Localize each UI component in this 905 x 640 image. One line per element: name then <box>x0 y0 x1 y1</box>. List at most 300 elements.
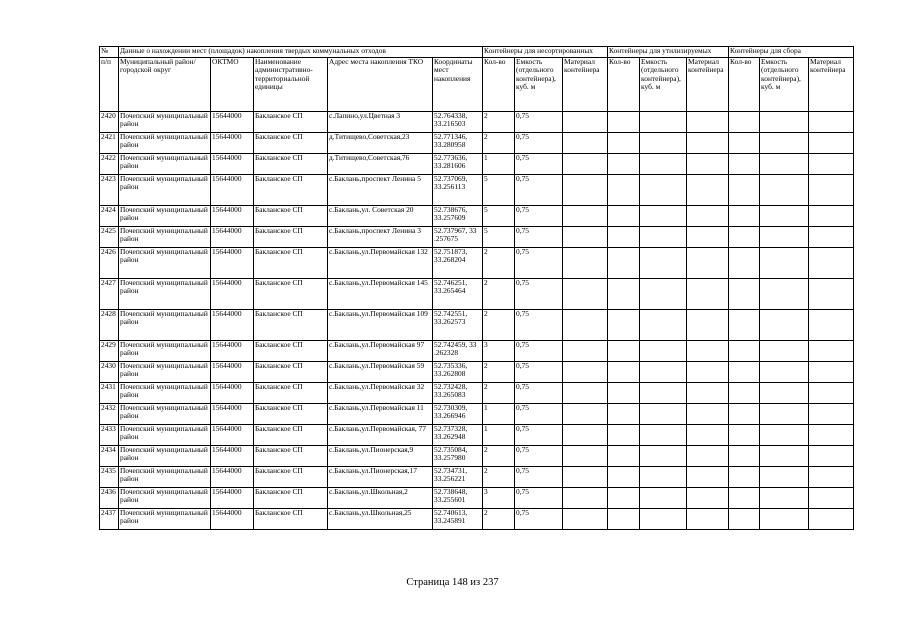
coords-cell: 52.738676, 33.257609 <box>433 206 483 227</box>
empty-cell <box>760 467 809 488</box>
count-cell: 2 <box>483 467 515 488</box>
empty-cell <box>760 509 809 530</box>
oktmo-cell: 15644000 <box>211 446 254 467</box>
admin-unit-cell: Бакланское СП <box>254 112 328 133</box>
capacity-cell: 0,75 <box>515 467 563 488</box>
row-number: 2434 <box>100 446 119 467</box>
coords-cell: 52.735084, 33.257980 <box>433 446 483 467</box>
empty-cell <box>608 383 640 404</box>
empty-cell <box>687 175 729 206</box>
address-cell: с.Баклань,ул.Школьная,25 <box>328 509 433 530</box>
empty-cell <box>563 154 608 175</box>
empty-cell <box>640 383 687 404</box>
empty-cell <box>640 446 687 467</box>
header-capacity-unsorted: Емкость (отдельного контейнера), куб. м <box>515 58 563 112</box>
address-cell: с.Баклань,проспект Ленина 3 <box>328 227 433 248</box>
admin-unit-cell: Бакланское СП <box>254 248 328 279</box>
row-number: 2420 <box>100 112 119 133</box>
empty-cell <box>729 488 760 509</box>
empty-cell <box>809 509 854 530</box>
count-cell: 2 <box>483 362 515 383</box>
empty-cell <box>729 248 760 279</box>
row-number: 2429 <box>100 341 119 362</box>
header-row-columns <box>100 58 854 112</box>
empty-cell <box>729 425 760 446</box>
address-cell: с.Баклань,ул.Первомайская 59 <box>328 362 433 383</box>
coords-cell: 52.734731, 33.256221 <box>433 467 483 488</box>
row-number: 2425 <box>100 227 119 248</box>
empty-cell <box>809 133 854 154</box>
header-capacity-recycle: Емкость (отдельного контейнера), куб. м <box>640 58 687 112</box>
count-cell: 2 <box>483 446 515 467</box>
empty-cell <box>729 446 760 467</box>
empty-cell <box>687 446 729 467</box>
admin-unit-cell: Бакланское СП <box>254 279 328 310</box>
capacity-cell: 0,75 <box>515 175 563 206</box>
empty-cell <box>608 248 640 279</box>
capacity-cell: 0,75 <box>515 279 563 310</box>
coords-cell: 52.737328, 33.262948 <box>433 425 483 446</box>
empty-cell <box>640 206 687 227</box>
oktmo-cell: 15644000 <box>211 383 254 404</box>
admin-unit-cell: Бакланское СП <box>254 154 328 175</box>
district-cell: Почепский муниципальный район <box>119 154 211 175</box>
row-number: 2427 <box>100 279 119 310</box>
capacity-cell: 0,75 <box>515 404 563 425</box>
empty-cell <box>608 467 640 488</box>
empty-cell <box>687 488 729 509</box>
count-cell: 2 <box>483 383 515 404</box>
empty-cell <box>640 112 687 133</box>
district-cell: Почепский муниципальный район <box>119 310 211 341</box>
count-cell: 3 <box>483 341 515 362</box>
empty-cell <box>809 279 854 310</box>
table-row <box>100 341 854 362</box>
admin-unit-cell: Бакланское СП <box>254 227 328 248</box>
empty-cell <box>729 362 760 383</box>
empty-cell <box>563 341 608 362</box>
coords-cell: 52.737967, 33 .257675 <box>433 227 483 248</box>
oktmo-cell: 15644000 <box>211 248 254 279</box>
admin-unit-cell: Бакланское СП <box>254 404 328 425</box>
header-material-recycle: Материал контейнера <box>687 58 729 112</box>
oktmo-cell: 15644000 <box>211 206 254 227</box>
oktmo-cell: 15644000 <box>211 404 254 425</box>
empty-cell <box>563 446 608 467</box>
capacity-cell: 0,75 <box>515 206 563 227</box>
oktmo-cell: 15644000 <box>211 154 254 175</box>
oktmo-cell: 15644000 <box>211 467 254 488</box>
admin-unit-cell: Бакланское СП <box>254 341 328 362</box>
coords-cell: 52.730309, 33.266946 <box>433 404 483 425</box>
capacity-cell: 0,75 <box>515 362 563 383</box>
row-number: 2436 <box>100 488 119 509</box>
district-cell: Почепский муниципальный район <box>119 248 211 279</box>
empty-cell <box>563 404 608 425</box>
empty-cell <box>640 227 687 248</box>
empty-cell <box>729 467 760 488</box>
empty-cell <box>687 362 729 383</box>
empty-cell <box>608 488 640 509</box>
oktmo-cell: 15644000 <box>211 362 254 383</box>
coords-cell: 52.742551, 33.262573 <box>433 310 483 341</box>
district-cell: Почепский муниципальный район <box>119 133 211 154</box>
coords-cell: 52.740613, 33.245891 <box>433 509 483 530</box>
address-cell: с.Баклань,ул.Первомайская 109 <box>328 310 433 341</box>
district-cell: Почепский муниципальный район <box>119 206 211 227</box>
empty-cell <box>809 488 854 509</box>
empty-cell <box>760 112 809 133</box>
empty-cell <box>760 310 809 341</box>
empty-cell <box>640 133 687 154</box>
header-coords: Координаты мест накопления <box>433 58 483 112</box>
address-cell: д.Титищево,Советская,23 <box>328 133 433 154</box>
oktmo-cell: 15644000 <box>211 341 254 362</box>
header-location-group: Данные о нахождении мест (площадок) накопления твердых коммунальных отходов <box>119 47 483 58</box>
capacity-cell: 0,75 <box>515 383 563 404</box>
empty-cell <box>687 227 729 248</box>
row-number: 2422 <box>100 154 119 175</box>
table-row <box>100 133 854 154</box>
address-cell: с.Баклань,ул. Советская 20 <box>328 206 433 227</box>
count-cell: 1 <box>483 404 515 425</box>
header-material-unsorted: Материал контейнера <box>563 58 608 112</box>
capacity-cell: 0,75 <box>515 509 563 530</box>
admin-unit-cell: Бакланское СП <box>254 206 328 227</box>
header-capacity-collect: Емкость (отдельного контейнера), куб. м <box>760 58 809 112</box>
table-row <box>100 488 854 509</box>
table-row <box>100 310 854 341</box>
empty-cell <box>640 488 687 509</box>
count-cell: 5 <box>483 206 515 227</box>
admin-unit-cell: Бакланское СП <box>254 383 328 404</box>
empty-cell <box>608 310 640 341</box>
empty-cell <box>760 227 809 248</box>
row-number: 2433 <box>100 425 119 446</box>
admin-unit-cell: Бакланское СП <box>254 509 328 530</box>
empty-cell <box>760 206 809 227</box>
empty-cell <box>608 425 640 446</box>
header-row-groups <box>100 47 854 58</box>
district-cell: Почепский муниципальный район <box>119 404 211 425</box>
district-cell: Почепский муниципальный район <box>119 446 211 467</box>
empty-cell <box>809 341 854 362</box>
empty-cell <box>687 133 729 154</box>
address-cell: д.Титищево,Советская,76 <box>328 154 433 175</box>
coords-cell: 52.746251, 33.265464 <box>433 279 483 310</box>
capacity-cell: 0,75 <box>515 154 563 175</box>
empty-cell <box>563 509 608 530</box>
count-cell: 2 <box>483 248 515 279</box>
table-row <box>100 112 854 133</box>
count-cell: 5 <box>483 175 515 206</box>
coords-cell: 52.771346, 33.280958 <box>433 133 483 154</box>
empty-cell <box>809 112 854 133</box>
empty-cell <box>809 446 854 467</box>
count-cell: 1 <box>483 154 515 175</box>
table-row <box>100 404 854 425</box>
row-number: 2431 <box>100 383 119 404</box>
empty-cell <box>608 227 640 248</box>
coords-cell: 52.737069, 33.256113 <box>433 175 483 206</box>
admin-unit-cell: Бакланское СП <box>254 467 328 488</box>
address-cell: с.Баклань,ул.Пионерская,17 <box>328 467 433 488</box>
table-row <box>100 206 854 227</box>
table-row <box>100 383 854 404</box>
header-admin-unit: Наименование административно-территориальной единицы <box>254 58 328 112</box>
coords-cell: 52.773636, 33.281606 <box>433 154 483 175</box>
oktmo-cell: 15644000 <box>211 175 254 206</box>
row-number: 2435 <box>100 467 119 488</box>
row-number: 2428 <box>100 310 119 341</box>
address-cell: с.Баклань,ул.Первомайская 11 <box>328 404 433 425</box>
empty-cell <box>640 425 687 446</box>
empty-cell <box>760 362 809 383</box>
empty-cell <box>640 341 687 362</box>
count-cell: 5 <box>483 227 515 248</box>
empty-cell <box>729 383 760 404</box>
empty-cell <box>687 310 729 341</box>
empty-cell <box>608 279 640 310</box>
oktmo-cell: 15644000 <box>211 133 254 154</box>
table-row <box>100 425 854 446</box>
page-number: Страница 148 из 237 <box>406 577 499 588</box>
empty-cell <box>760 341 809 362</box>
empty-cell <box>687 383 729 404</box>
address-cell: с.Лапино,ул.Цветная 3 <box>328 112 433 133</box>
empty-cell <box>760 446 809 467</box>
row-number: 2432 <box>100 404 119 425</box>
district-cell: Почепский муниципальный район <box>119 509 211 530</box>
empty-cell <box>809 404 854 425</box>
empty-cell <box>640 509 687 530</box>
header-count-unsorted: Кол-во <box>483 58 515 112</box>
empty-cell <box>760 133 809 154</box>
empty-cell <box>608 404 640 425</box>
header-count-recycle: Кол-во <box>608 58 640 112</box>
empty-cell <box>729 133 760 154</box>
empty-cell <box>729 279 760 310</box>
table-body <box>100 112 854 530</box>
district-cell: Почепский муниципальный район <box>119 425 211 446</box>
empty-cell <box>760 404 809 425</box>
capacity-cell: 0,75 <box>515 310 563 341</box>
empty-cell <box>729 341 760 362</box>
district-cell: Почепский муниципальный район <box>119 279 211 310</box>
empty-cell <box>729 404 760 425</box>
oktmo-cell: 15644000 <box>211 112 254 133</box>
empty-cell <box>640 467 687 488</box>
district-cell: Почепский муниципальный район <box>119 467 211 488</box>
district-cell: Почепский муниципальный район <box>119 362 211 383</box>
empty-cell <box>563 467 608 488</box>
empty-cell <box>563 488 608 509</box>
count-cell: 2 <box>483 112 515 133</box>
empty-cell <box>608 154 640 175</box>
district-cell: Почепский муниципальный район <box>119 383 211 404</box>
empty-cell <box>563 112 608 133</box>
table-row <box>100 175 854 206</box>
row-number: 2421 <box>100 133 119 154</box>
coords-cell: 52.738648, 33.255601 <box>433 488 483 509</box>
capacity-cell: 0,75 <box>515 133 563 154</box>
district-cell: Почепский муниципальный район <box>119 341 211 362</box>
empty-cell <box>563 279 608 310</box>
header-oktmo: ОКТМО <box>211 58 254 112</box>
district-cell: Почепский муниципальный район <box>119 488 211 509</box>
empty-cell <box>687 248 729 279</box>
table-row <box>100 362 854 383</box>
capacity-cell: 0,75 <box>515 248 563 279</box>
capacity-cell: 0,75 <box>515 425 563 446</box>
row-number: 2430 <box>100 362 119 383</box>
address-cell: с.Баклань,ул.Первомайская, 77 <box>328 425 433 446</box>
capacity-cell: 0,75 <box>515 112 563 133</box>
header-material-collect: Материал контейнера <box>809 58 854 112</box>
capacity-cell: 0,75 <box>515 488 563 509</box>
empty-cell <box>729 509 760 530</box>
oktmo-cell: 15644000 <box>211 279 254 310</box>
count-cell: 2 <box>483 509 515 530</box>
empty-cell <box>809 175 854 206</box>
empty-cell <box>687 425 729 446</box>
coords-cell: 52.735336, 33.262808 <box>433 362 483 383</box>
empty-cell <box>729 206 760 227</box>
row-number: 2437 <box>100 509 119 530</box>
admin-unit-cell: Бакланское СП <box>254 133 328 154</box>
header-count-collect: Кол-во <box>729 58 760 112</box>
empty-cell <box>760 248 809 279</box>
capacity-cell: 0,75 <box>515 341 563 362</box>
address-cell: с.Баклань,ул.Пионерская,9 <box>328 446 433 467</box>
count-cell: 2 <box>483 310 515 341</box>
address-cell: с.Баклань,ул.Первомайская 97 <box>328 341 433 362</box>
empty-cell <box>608 133 640 154</box>
row-number: 2426 <box>100 248 119 279</box>
empty-cell <box>640 175 687 206</box>
header-unsorted-group: Контейнеры для несортированных <box>483 47 608 58</box>
empty-cell <box>809 227 854 248</box>
oktmo-cell: 15644000 <box>211 509 254 530</box>
empty-cell <box>608 112 640 133</box>
empty-cell <box>687 279 729 310</box>
count-cell: 3 <box>483 488 515 509</box>
empty-cell <box>760 175 809 206</box>
oktmo-cell: 15644000 <box>211 425 254 446</box>
address-cell: с.Баклань,ул.Школьная,2 <box>328 488 433 509</box>
empty-cell <box>729 112 760 133</box>
capacity-cell: 0,75 <box>515 446 563 467</box>
empty-cell <box>809 248 854 279</box>
count-cell: 1 <box>483 425 515 446</box>
district-cell: Почепский муниципальный район <box>119 112 211 133</box>
coords-cell: 52.764338, 33.216503 <box>433 112 483 133</box>
capacity-cell: 0,75 <box>515 227 563 248</box>
empty-cell <box>687 112 729 133</box>
empty-cell <box>687 341 729 362</box>
empty-cell <box>563 425 608 446</box>
empty-cell <box>687 404 729 425</box>
empty-cell <box>760 279 809 310</box>
address-cell: с.Баклань,ул.Первомайская 145 <box>328 279 433 310</box>
table-row <box>100 467 854 488</box>
empty-cell <box>640 248 687 279</box>
empty-cell <box>687 154 729 175</box>
header-recycle-group: Контейнеры для утилизируемых <box>608 47 729 58</box>
empty-cell <box>809 362 854 383</box>
empty-cell <box>608 175 640 206</box>
oktmo-cell: 15644000 <box>211 227 254 248</box>
empty-cell <box>640 279 687 310</box>
empty-cell <box>563 362 608 383</box>
row-number: 2424 <box>100 206 119 227</box>
empty-cell <box>563 383 608 404</box>
empty-cell <box>563 310 608 341</box>
empty-cell <box>729 175 760 206</box>
empty-cell <box>809 467 854 488</box>
coords-cell: 52.751873, 33.268204 <box>433 248 483 279</box>
empty-cell <box>640 362 687 383</box>
admin-unit-cell: Бакланское СП <box>254 310 328 341</box>
header-collect-group: Контейнеры для сбора <box>729 47 854 58</box>
admin-unit-cell: Бакланское СП <box>254 446 328 467</box>
empty-cell <box>608 341 640 362</box>
empty-cell <box>608 206 640 227</box>
empty-cell <box>760 383 809 404</box>
address-cell: с.Баклань,ул.Первомайская 32 <box>328 383 433 404</box>
table-row <box>100 279 854 310</box>
empty-cell <box>563 133 608 154</box>
table-row <box>100 154 854 175</box>
district-cell: Почепский муниципальный район <box>119 175 211 206</box>
empty-cell <box>809 425 854 446</box>
empty-cell <box>809 383 854 404</box>
table-row <box>100 227 854 248</box>
empty-cell <box>809 206 854 227</box>
oktmo-cell: 15644000 <box>211 310 254 341</box>
empty-cell <box>760 488 809 509</box>
empty-cell <box>687 206 729 227</box>
coords-cell: 52.742459, 33 .262328 <box>433 341 483 362</box>
empty-cell <box>729 227 760 248</box>
waste-sites-table <box>99 46 854 530</box>
count-cell: 2 <box>483 279 515 310</box>
district-cell: Почепский муниципальный район <box>119 227 211 248</box>
empty-cell <box>640 404 687 425</box>
table-row <box>100 446 854 467</box>
coords-cell: 52.732428, 33.265083 <box>433 383 483 404</box>
header-num: № <box>100 47 119 58</box>
empty-cell <box>640 154 687 175</box>
admin-unit-cell: Бакланское СП <box>254 488 328 509</box>
empty-cell <box>687 467 729 488</box>
empty-cell <box>760 425 809 446</box>
empty-cell <box>608 446 640 467</box>
header-district: Муниципальный район/городской округ <box>119 58 211 112</box>
admin-unit-cell: Бакланское СП <box>254 425 328 446</box>
table-row <box>100 509 854 530</box>
admin-unit-cell: Бакланское СП <box>254 175 328 206</box>
table-row <box>100 248 854 279</box>
empty-cell <box>608 509 640 530</box>
address-cell: с.Баклань,ул.Первомайская 132 <box>328 248 433 279</box>
empty-cell <box>640 310 687 341</box>
empty-cell <box>687 509 729 530</box>
empty-cell <box>563 248 608 279</box>
empty-cell <box>563 206 608 227</box>
row-number: 2423 <box>100 175 119 206</box>
empty-cell <box>729 154 760 175</box>
